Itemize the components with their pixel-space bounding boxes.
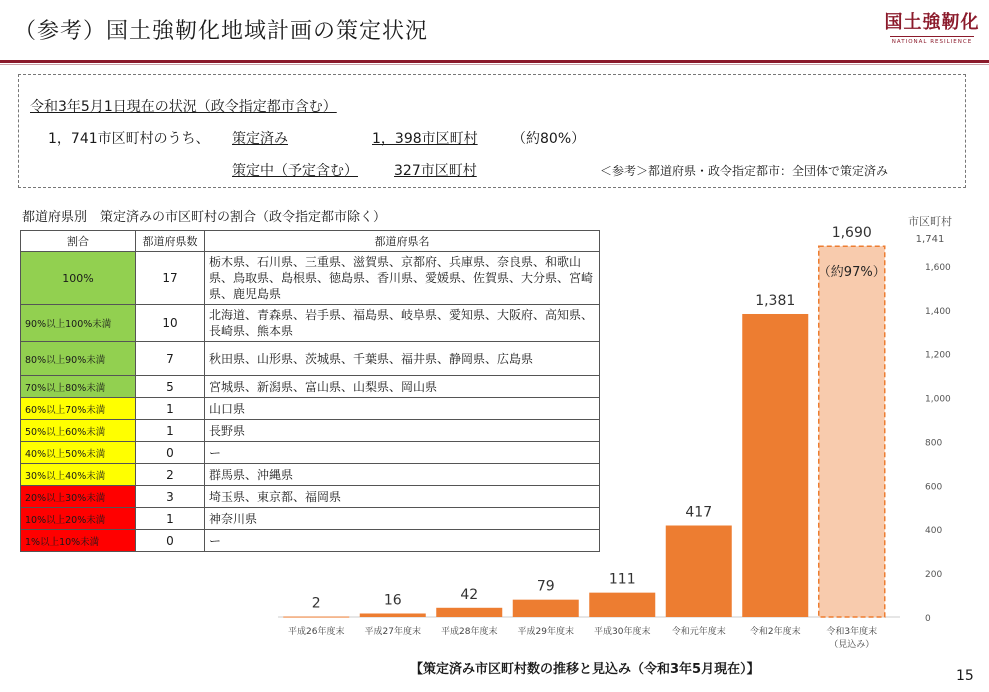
header-count: 都道府県数 [136,231,205,252]
data-label: 42 [460,586,479,603]
count-cell: 1 [136,508,205,530]
chart-caption: 【策定済み市区町村数の推移と見込み（令和3年5月現在）】 [410,662,760,677]
y-tick-label: 800 [925,438,943,449]
x-tick-label: 平成26年度末 [288,627,345,637]
status-line2-label: 策定中（予定含む） [232,163,358,179]
names-cell: 山口県 [205,398,600,420]
rate-cell: 50%以上60%未満 [21,420,136,442]
names-cell: 北海道、青森県、岩手県、福島県、岐阜県、愛知県、大阪府、高知県、長崎県、熊本県 [205,305,600,342]
names-cell: ー [205,442,600,464]
y-tick-label: 400 [925,526,943,537]
count-cell: 17 [136,252,205,305]
title-rule-thin [0,64,989,65]
count-cell: 10 [136,305,205,342]
y-tick-label: 1,000 [925,394,951,405]
count-cell: 5 [136,376,205,398]
names-cell: 秋田県、山形県、茨城県、千葉県、福井県、静岡県、広島県 [205,342,600,376]
y-tick-label: 0 [925,614,931,624]
names-cell: 神奈川県 [205,508,600,530]
status-line1-label: 策定済み [232,131,288,147]
bar [666,526,732,617]
bar-projected [819,246,885,617]
names-cell: 群馬県、沖縄県 [205,464,600,486]
x-tick-label: 令和2年度末 [749,627,801,637]
logo [884,8,980,48]
header-rate: 割合 [21,231,136,252]
count-cell: 2 [136,464,205,486]
names-cell: 埼玉県、東京都、福岡県 [205,486,600,508]
y-max-label: 1,741 [915,234,945,245]
x-tick-label: 令和元年度末 [671,627,726,637]
rate-cell: 30%以上40%未満 [21,464,136,486]
status-heading: 令和3年5月1日現在の状況（政令指定都市含む） [30,99,337,115]
status-line1-prefix: 1，741市区町村のうち、 [48,131,210,147]
status-line1-pct: （約80%） [512,131,586,147]
count-cell: 3 [136,486,205,508]
data-label: 1,690 [831,225,872,242]
count-cell: 0 [136,530,205,552]
logo-subtext: NATIONAL RESILIENCE [891,39,973,45]
bar [589,593,655,617]
projected-note: （約97%） [817,265,886,281]
data-label: 111 [608,571,636,588]
x-tick-label: 平成28年度末 [441,627,498,637]
x-tick-label: 令和3年度末 [826,627,878,637]
y-tick-label: 1,600 [925,262,951,273]
x-tick-label: 平成29年度末 [517,627,574,637]
names-cell: 宮城県、新潟県、富山県、山梨県、岡山県 [205,376,600,398]
y-tick-label: 200 [925,570,943,581]
table-title: 都道府県別 策定済みの市区町村の割合（政令指定都市除く） [22,210,387,225]
rate-cell: 100% [21,252,136,305]
names-cell: 長野県 [205,420,600,442]
x-tick-sublabel: （見込み） [829,640,875,650]
data-label: 2 [311,595,321,612]
y-tick-label: 600 [925,482,943,493]
data-label: 417 [685,504,713,521]
bar-chart [270,205,985,660]
title-rule [0,60,989,63]
x-tick-label: 平成30年度末 [594,627,651,637]
y-axis-label: 市区町村 [908,215,952,228]
bar [742,314,808,617]
count-cell: 1 [136,420,205,442]
names-cell: ー [205,530,600,552]
bar [436,608,502,617]
count-cell: 0 [136,442,205,464]
y-tick-label: 1,200 [925,350,951,361]
rate-cell: 60%以上70%未満 [21,398,136,420]
status-line1-value: 1，398市区町村 [372,131,478,147]
header-names: 都道府県名 [205,231,600,252]
rate-cell: 70%以上80%未満 [21,376,136,398]
count-cell: 7 [136,342,205,376]
logo-bar [890,36,974,37]
rate-cell: 20%以上30%未満 [21,486,136,508]
data-label: 16 [383,592,402,609]
rate-cell: 1%以上10%未満 [21,530,136,552]
x-tick-label: 平成27年度末 [364,627,421,637]
logo-text: 国土強靭化 [884,12,980,33]
bar [513,600,579,617]
data-label: 1,381 [755,292,796,309]
y-tick-label: 1,400 [925,306,951,317]
rate-cell: 80%以上90%未満 [21,342,136,376]
rate-cell: 10%以上20%未満 [21,508,136,530]
count-cell: 1 [136,398,205,420]
rate-cell: 90%以上100%未満 [21,305,136,342]
page-title: （参考）国土強靭化地域計画の策定状況 [14,19,429,44]
bar [283,617,349,618]
status-note: ＜参考＞都道府県・政令指定都市：全団体で策定済み [600,164,889,178]
data-label: 79 [536,578,555,595]
names-cell: 栃木県、石川県、三重県、滋賀県、京都府、兵庫県、奈良県、和歌山県、鳥取県、島根県、徳島県、香川県、愛媛県、佐賀県、大分県、宮崎県、鹿児島県 [205,252,600,305]
rate-cell: 40%以上50%未満 [21,442,136,464]
page-number: 15 [956,668,974,684]
bar [360,613,426,617]
status-line2-value: 327市区町村 [394,163,477,179]
